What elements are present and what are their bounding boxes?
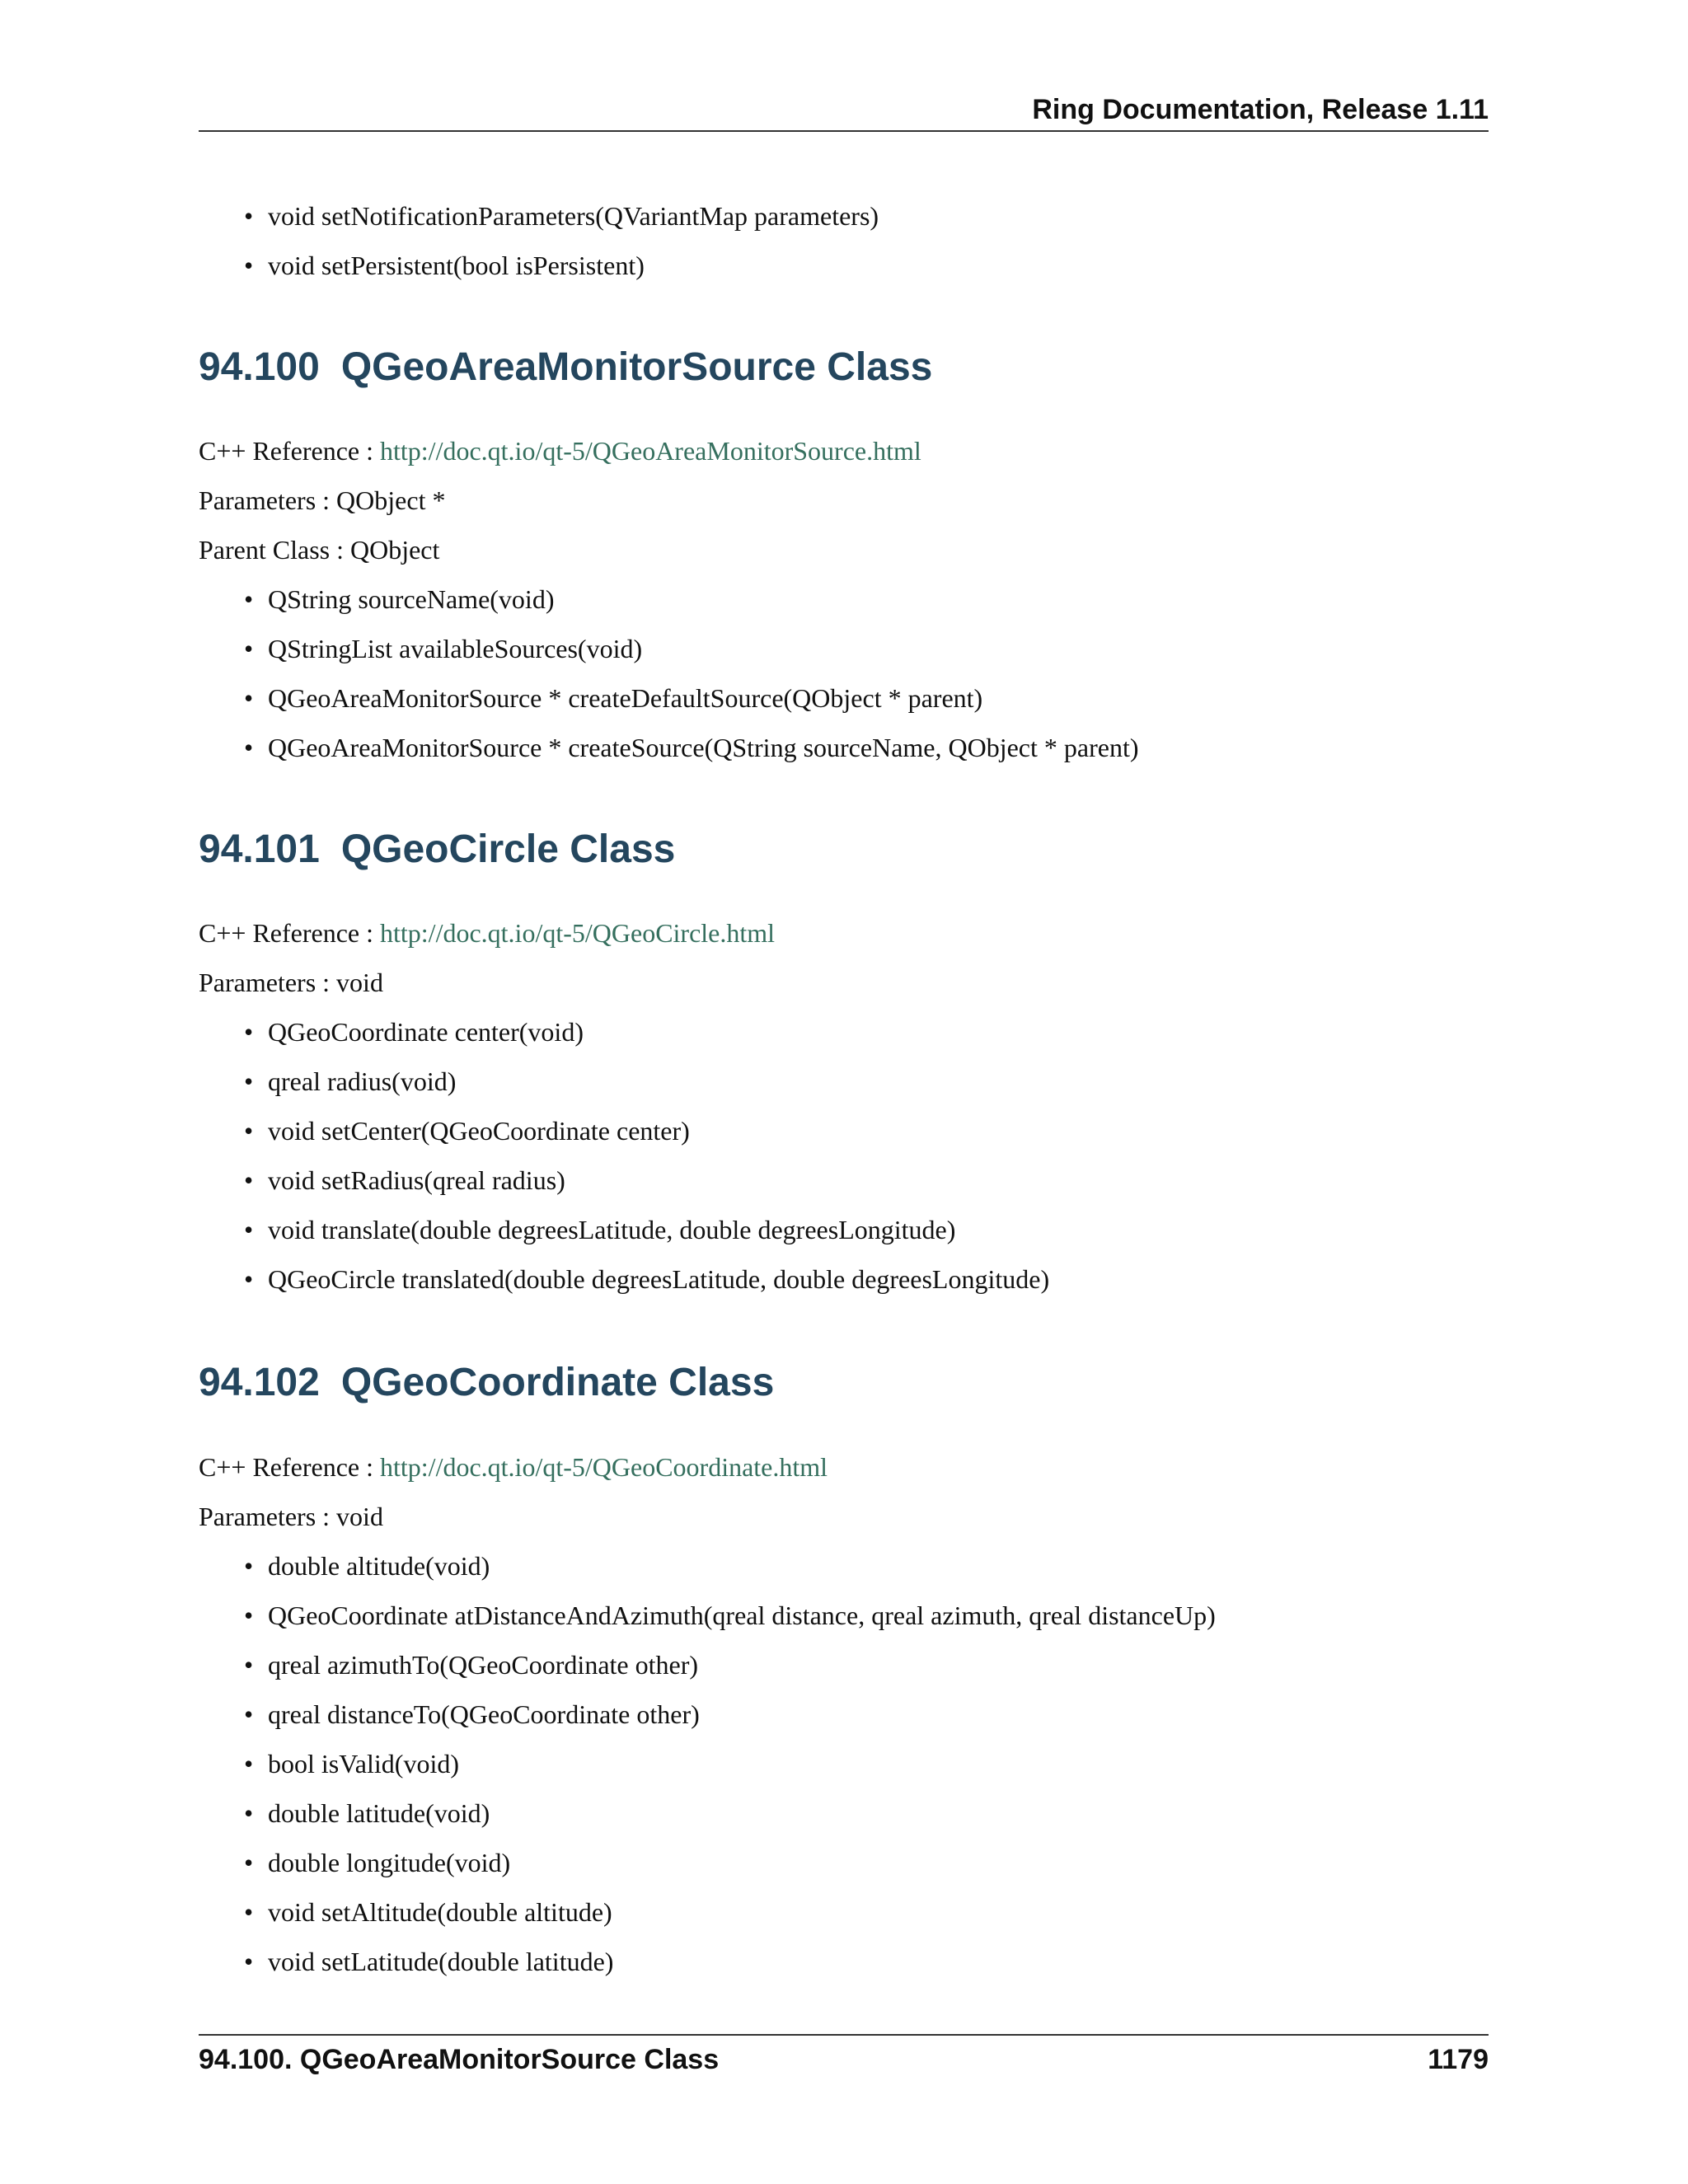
list-item: • QGeoAreaMonitorSource * createDefaultSource(QObject * parent) bbox=[268, 682, 982, 715]
reference-label: C++ Reference : bbox=[199, 1452, 380, 1482]
section-number: 94.100 bbox=[199, 345, 320, 389]
header-title: Ring Documentation, Release 1.11 bbox=[1032, 94, 1489, 125]
list-item: • QGeoCoordinate atDistanceAndAzimuth(qreal distance, qreal azimuth, qreal distanceUp) bbox=[268, 1599, 1216, 1632]
list-item: • void setCenter(QGeoCoordinate center) bbox=[268, 1114, 690, 1147]
page-header bbox=[199, 89, 1489, 132]
list-item: • void translate(double degreesLatitude, double degreesLongitude) bbox=[268, 1213, 955, 1246]
reference-label: C++ Reference : bbox=[199, 918, 380, 948]
list-item: • double altitude(void) bbox=[268, 1549, 490, 1582]
list-item: • QGeoCircle translated(double degreesLatitude, double degreesLongitude) bbox=[268, 1263, 1049, 1296]
parameters-line: Parameters : void bbox=[199, 1502, 383, 1531]
section-number: 94.102 bbox=[199, 1361, 320, 1404]
list-item: • bool isValid(void) bbox=[268, 1747, 459, 1780]
list-item: • QGeoAreaMonitorSource * createSource(QString sourceName, QObject * parent) bbox=[268, 731, 1139, 764]
reference-label: C++ Reference : bbox=[199, 436, 380, 466]
list-item: • QString sourceName(void) bbox=[268, 583, 554, 616]
section-title-text: QGeoAreaMonitorSource Class bbox=[340, 345, 933, 389]
section-title-text: QGeoCoordinate Class bbox=[340, 1361, 775, 1404]
list-item: • void setLatitude(double latitude) bbox=[268, 1945, 613, 1978]
list-item: • double longitude(void) bbox=[268, 1846, 510, 1879]
section-heading-94-102 bbox=[199, 1360, 774, 1405]
list-item: • qreal azimuthTo(QGeoCoordinate other) bbox=[268, 1648, 698, 1681]
list-item: • double latitude(void) bbox=[268, 1797, 490, 1830]
section-number: 94.101 bbox=[199, 827, 320, 871]
list-item: • void setNotificationParameters(QVariantMap parameters) bbox=[268, 199, 879, 232]
list-item: • qreal distanceTo(QGeoCoordinate other) bbox=[268, 1698, 700, 1731]
list-item: • void setRadius(qreal radius) bbox=[268, 1164, 565, 1197]
list-item: • void setAltitude(double altitude) bbox=[268, 1896, 612, 1929]
list-item: • qreal radius(void) bbox=[268, 1065, 456, 1098]
parameters-line: Parameters : QObject * bbox=[199, 485, 446, 515]
page-number: 1179 bbox=[1428, 2044, 1489, 2075]
section-heading-94-101 bbox=[199, 827, 675, 872]
section-title-text: QGeoCircle Class bbox=[340, 827, 676, 871]
cpp-reference bbox=[199, 1451, 828, 1483]
cpp-reference bbox=[199, 434, 921, 467]
reference-link[interactable]: http://doc.qt.io/qt-5/QGeoAreaMonitorSource.html bbox=[380, 436, 921, 466]
cpp-reference bbox=[199, 916, 775, 949]
reference-link[interactable]: http://doc.qt.io/qt-5/QGeoCircle.html bbox=[380, 918, 776, 948]
footer-section-title: 94.100. QGeoAreaMonitorSource Class bbox=[199, 2044, 720, 2075]
reference-link[interactable]: http://doc.qt.io/qt-5/QGeoCoordinate.html bbox=[380, 1452, 828, 1482]
section-heading-94-100 bbox=[199, 344, 932, 390]
parent-class-line: Parent Class : QObject bbox=[199, 535, 440, 565]
parameters-line: Parameters : void bbox=[199, 968, 383, 997]
list-item: • QStringList availableSources(void) bbox=[268, 632, 642, 665]
list-item: • QGeoCoordinate center(void) bbox=[268, 1015, 584, 1048]
page-footer bbox=[199, 2034, 1489, 2075]
list-item: • void setPersistent(bool isPersistent) bbox=[268, 249, 645, 282]
